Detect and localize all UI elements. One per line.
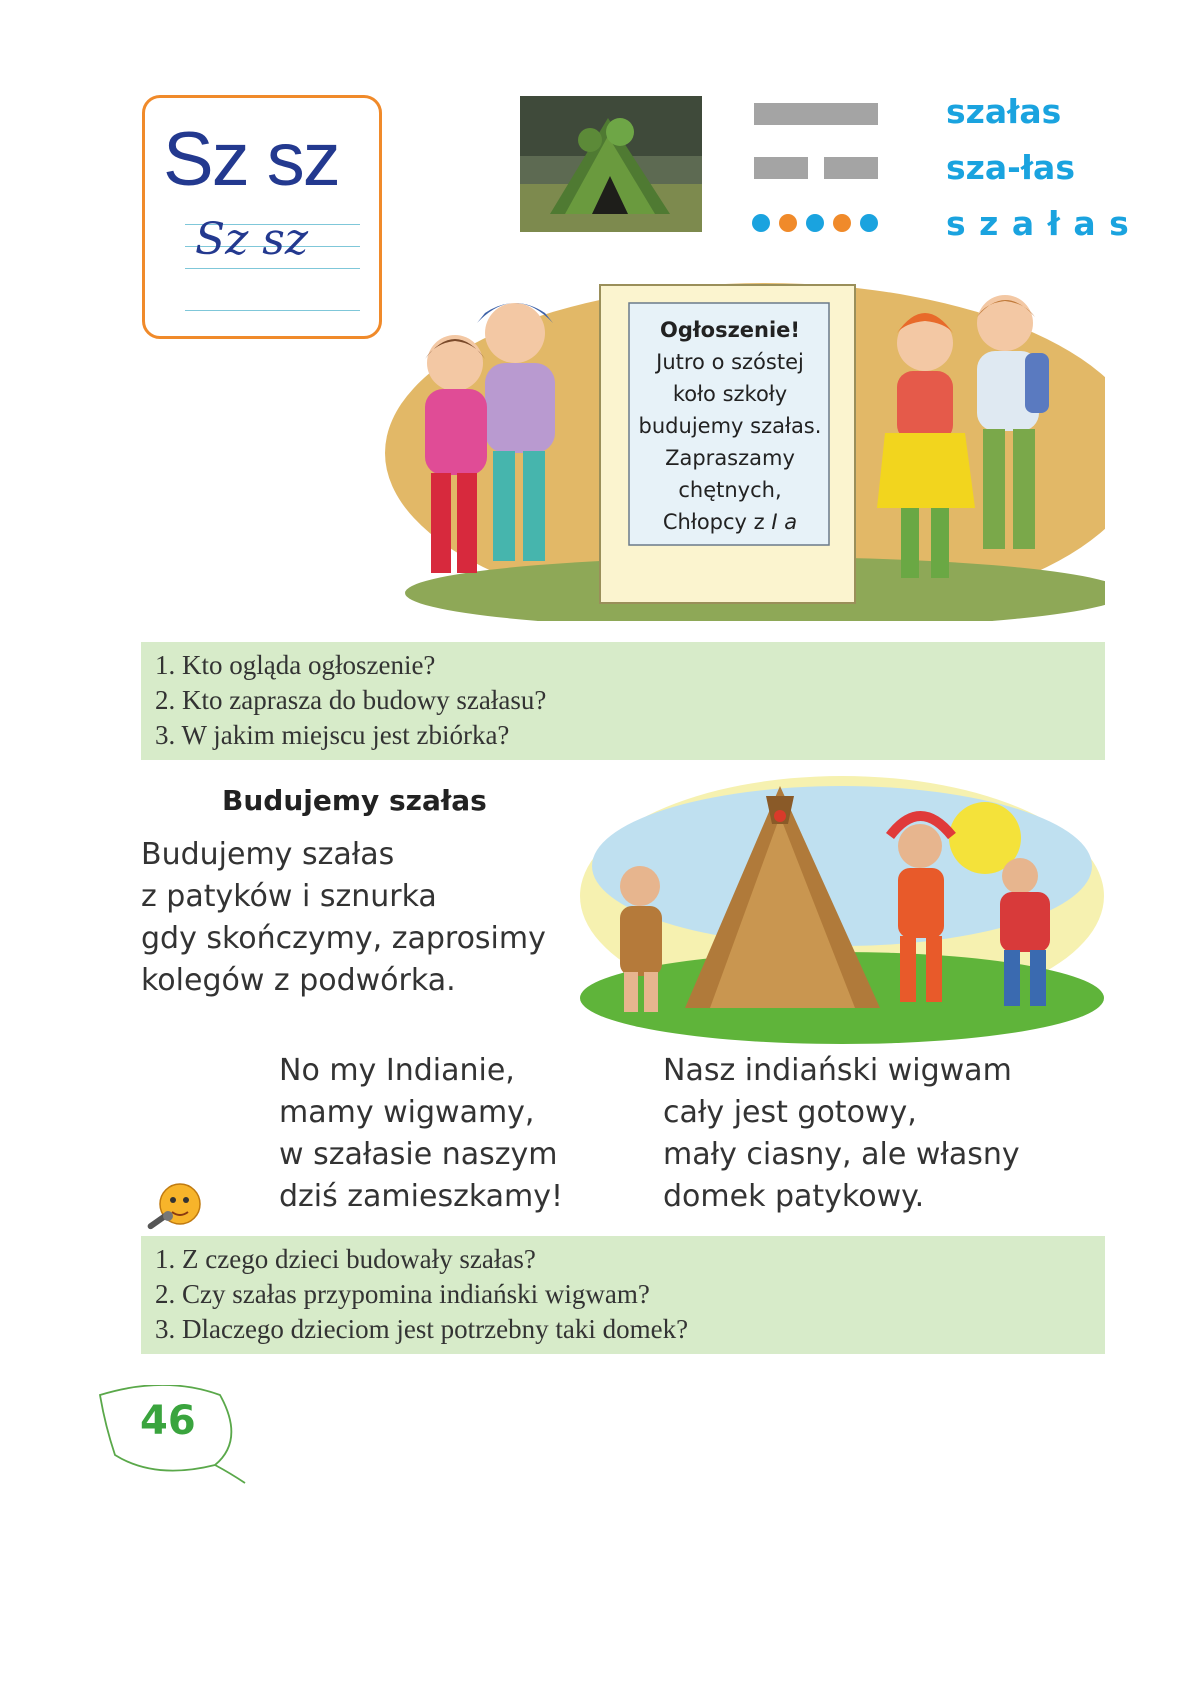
question-item: 2. Czy szałas przypomina indiański wigwam?	[155, 1279, 650, 1309]
page-number: 46	[140, 1398, 196, 1444]
poem-line: Nasz indiański wigwam	[663, 1053, 1012, 1088]
word-syllables: sza-łas	[946, 148, 1075, 187]
question-item: 1. Kto ogląda ogłoszenie?	[155, 650, 436, 680]
letter-print: Sz sz	[163, 117, 339, 202]
poem-line: kolegów z podwórka.	[141, 963, 456, 998]
syllable-bar	[754, 157, 808, 179]
wigwam-illustration	[580, 776, 1105, 1044]
poem-line: dziś zamieszkamy!	[279, 1179, 564, 1214]
notice-line: chętnych,	[678, 478, 782, 502]
poem-line: gdy skończymy, zaprosimy	[141, 921, 546, 956]
sound-dot	[833, 214, 851, 232]
sound-dot	[779, 214, 797, 232]
sound-dot	[860, 214, 878, 232]
poem-line: Budujemy szałas	[141, 837, 395, 872]
word-sounds: s z a ł a s	[946, 204, 1130, 243]
questions-box-2	[141, 1236, 1105, 1354]
sound-dot	[752, 214, 770, 232]
poem-line: mamy wigwamy,	[279, 1095, 535, 1130]
poem-stanza-2	[279, 1050, 563, 1218]
question-item: 3. Dlaczego dzieciom jest potrzebny taki domek?	[155, 1314, 689, 1344]
notice-line: budujemy szałas.	[638, 414, 822, 438]
notice-signature	[630, 506, 830, 538]
notice-line: koło szkoły	[672, 382, 788, 406]
poem-line: mały ciasny, ale własny	[663, 1137, 1020, 1172]
notice-line: Jutro o szóstej	[656, 350, 804, 374]
poem-stanza-3	[663, 1050, 1020, 1218]
letter-card	[142, 95, 382, 339]
poem-title: Budujemy szałas	[222, 784, 487, 817]
poem-line: cały jest gotowy,	[663, 1095, 917, 1130]
word-bar	[754, 103, 878, 125]
letter-script: Sz sz	[195, 214, 309, 265]
sound-dot	[806, 214, 824, 232]
shelter-photo	[520, 96, 702, 232]
poem-line: No my Indianie,	[279, 1053, 515, 1088]
poem-stanza-1	[141, 834, 546, 1002]
poem-line: w szałasie naszym	[279, 1137, 558, 1172]
syllable-bar	[824, 157, 878, 179]
notice-text	[630, 314, 830, 538]
guide-line	[185, 310, 360, 311]
guide-line	[185, 268, 360, 269]
word-whole: szałas	[946, 92, 1062, 131]
notice-signature-class: I a	[771, 510, 798, 534]
notice-line: Zapraszamy	[665, 446, 795, 470]
question-item: 2. Kto zaprasza do budowy szałasu?	[155, 685, 547, 715]
notice-title: Ogłoszenie!	[659, 318, 801, 342]
notice-signature-prefix: Chłopcy z	[662, 510, 772, 534]
question-item: 3. W jakim miejscu jest zbiórka?	[155, 720, 510, 750]
poem-line: domek patykowy.	[663, 1179, 925, 1214]
questions-box-1	[141, 642, 1105, 760]
microphone-icon	[140, 1180, 202, 1238]
question-item: 1. Z czego dzieci budowały szałas?	[155, 1244, 536, 1274]
poem-line: z patyków i sznurka	[141, 879, 437, 914]
